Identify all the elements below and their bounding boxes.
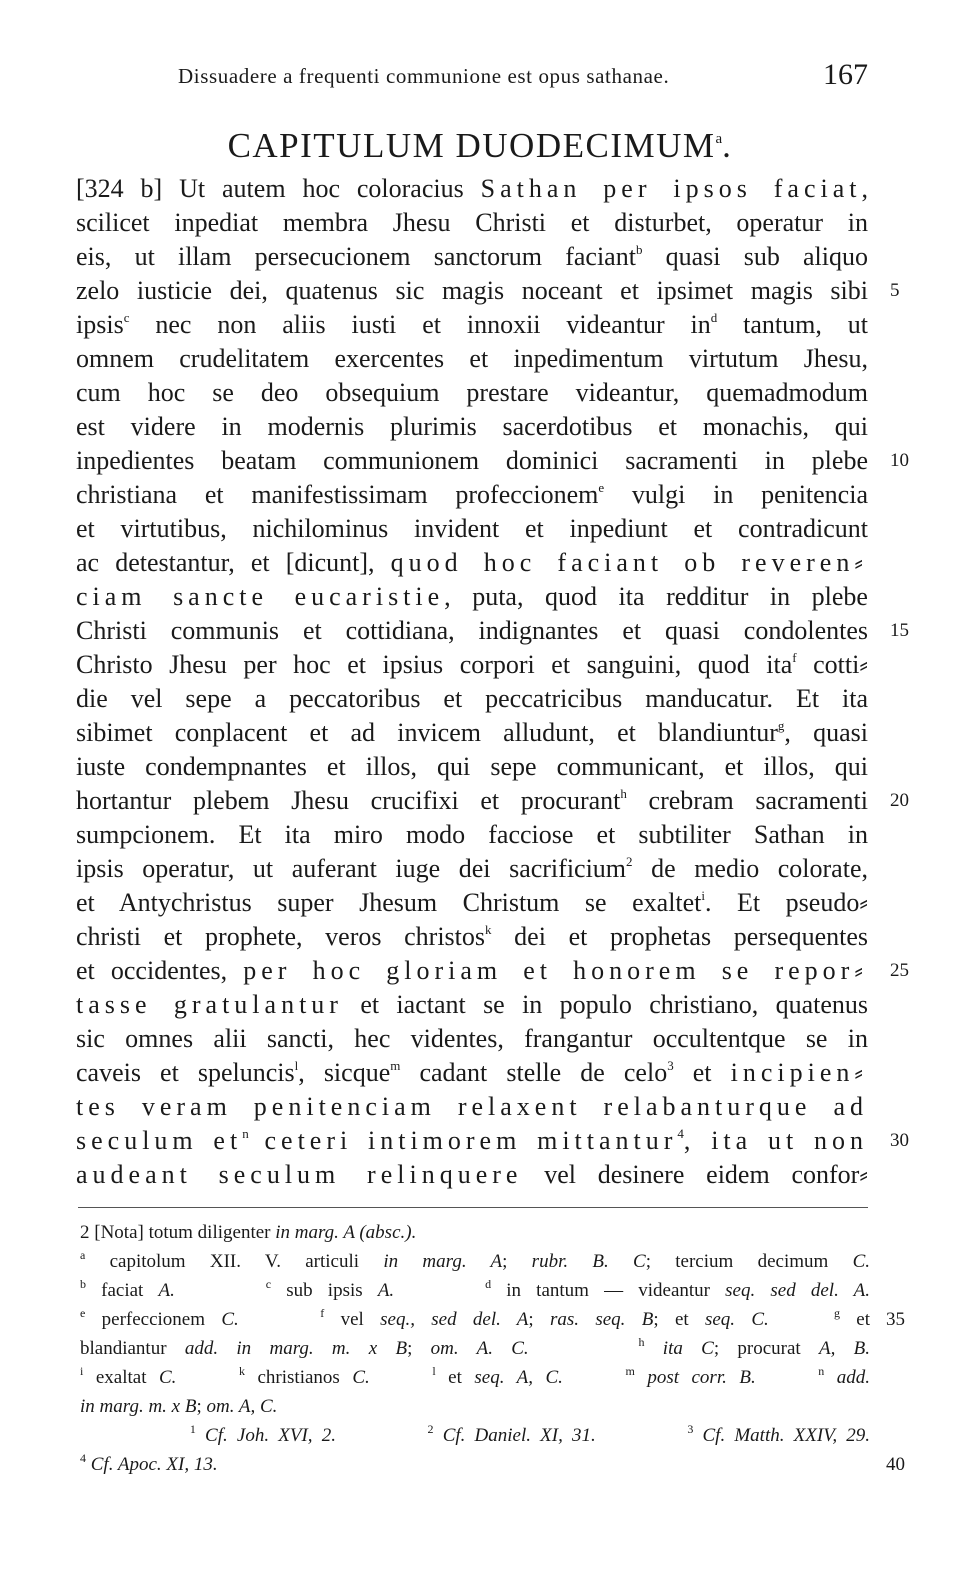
- note-text: et: [435, 1367, 475, 1388]
- text-segment: . Et pseudo⸗: [705, 888, 868, 917]
- footnote-marker: 3: [667, 1058, 674, 1073]
- text-line: [76, 1056, 868, 1090]
- note-italic: Cf. Matth. XXIV, 29.: [693, 1425, 871, 1446]
- text-segment: et iactant se in populo christiano, quatenus: [342, 990, 869, 1019]
- line-number: 20: [890, 790, 909, 811]
- text-line: et virtutibus, nichilominus invident et inpediunt et contradicunt: [76, 514, 868, 543]
- note-italic: add. in marg. m. x B: [184, 1338, 408, 1359]
- note-italic: seq., sed del. A: [380, 1309, 529, 1330]
- text-line: sumpcionem. Et ita miro modo facciose et subtiliter Sathan in: [76, 820, 868, 849]
- note-text: ;: [502, 1251, 532, 1272]
- footnote-marker: 1: [189, 1422, 196, 1436]
- text-segment: et: [673, 1058, 731, 1087]
- text-line: [76, 716, 868, 750]
- text-segment: ac detestantur, et [dicunt],: [76, 548, 391, 577]
- note-italic: Cf. Joh. XVI, 2.: [195, 1425, 336, 1446]
- footnote-marker: 2: [427, 1422, 434, 1436]
- note-text: exaltat: [83, 1367, 159, 1388]
- footnote-marker: a: [715, 131, 723, 147]
- footnote-marker: f: [320, 1306, 325, 1320]
- footnote-marker: a: [80, 1248, 86, 1262]
- chapter-title-text: CAPITULUM DUODECIMUM: [227, 126, 716, 165]
- footnote-marker: c: [265, 1277, 272, 1291]
- text-line: [76, 444, 909, 478]
- note-text: faciat: [86, 1280, 159, 1301]
- text-line: est videre in modernis plurimis sacerdotibus et monachis, qui: [76, 412, 868, 441]
- text-line: iuste condempnantes et illos, qui sepe communicant, et illos, qui: [76, 752, 868, 781]
- footnote-marker: d: [485, 1277, 492, 1291]
- text-line: [76, 172, 868, 206]
- text-segment: et Antychristus super Jhesum Christum se exaltet: [76, 888, 702, 917]
- note-line: [80, 1247, 870, 1276]
- note-italic: A.: [158, 1280, 175, 1301]
- line-number: 5: [890, 280, 900, 301]
- text-segment: ,: [861, 174, 868, 203]
- text-segment: , sicque: [298, 1058, 391, 1087]
- text-line: cum hoc se deo obsequium prestare videantur, quemadmodum: [76, 378, 868, 407]
- text-segment: eis, ut illam persecucionem sanctorum faciant: [76, 242, 636, 271]
- text-line: [76, 784, 909, 818]
- text-segment: dei et prophetas persequentes: [491, 922, 868, 951]
- note-line: [80, 1421, 870, 1450]
- text-segment: vel desinere eidem confor⸗: [522, 1160, 868, 1189]
- note-text: et: [840, 1309, 871, 1330]
- text-line: [76, 886, 868, 920]
- note-italic: in marg. A (absc.).: [275, 1222, 417, 1243]
- text-line: [76, 1124, 909, 1158]
- note-italic: C.: [852, 1251, 870, 1272]
- note-italic: Cf. Apoc. XI, 13.: [86, 1454, 218, 1475]
- text-line: [76, 478, 868, 512]
- text-segment: ipsis: [76, 310, 124, 339]
- note-italic: seq. C.: [704, 1309, 769, 1330]
- line-number: 10: [890, 450, 909, 471]
- footnotes: [80, 1218, 905, 1479]
- text-segment: cadant stelle de celo: [400, 1058, 668, 1087]
- note-text: capitolum XII. V. articuli: [85, 1251, 384, 1272]
- text-segment: crebram sacramenti: [626, 786, 868, 815]
- note-line: [80, 1334, 870, 1363]
- text-line: [76, 954, 909, 988]
- note-italic: C.: [352, 1367, 370, 1388]
- text-segment: christiana et manifestissimam profeccionem: [76, 480, 599, 509]
- footnote-marker: c: [123, 310, 130, 325]
- note-text: ; tercium decimum: [645, 1251, 853, 1272]
- footnote-marker: l: [294, 1058, 299, 1073]
- footnote-marker: h: [620, 786, 627, 801]
- note-text: blandiantur: [80, 1338, 185, 1359]
- note-italic: ras. seq. B: [550, 1309, 654, 1330]
- text-segment: et occidentes,: [76, 956, 244, 985]
- note-italic: post corr. B.: [634, 1367, 756, 1388]
- note-italic: C.: [221, 1309, 239, 1330]
- text-line: [76, 1158, 868, 1192]
- text-line: [76, 852, 868, 886]
- spaced-text: per hoc gloriam et honorem se repor⸗: [243, 956, 868, 985]
- footnote-marker: g: [834, 1306, 840, 1320]
- text-segment: nec non aliis iusti et innoxii videantur in: [129, 310, 711, 339]
- note-line: [80, 1218, 870, 1247]
- note-text: 2 [Nota] totum diligenter: [80, 1222, 276, 1243]
- text-segment: , puta, quod ita redditur in plebe: [444, 582, 868, 611]
- text-segment: christi et prophete, veros christos: [76, 922, 486, 951]
- note-italic: C.: [159, 1367, 177, 1388]
- note-line: [80, 1450, 905, 1479]
- footnote-marker: d: [710, 310, 718, 325]
- footnote-marker: n: [242, 1126, 249, 1141]
- text-line: [76, 988, 868, 1022]
- note-italic: Cf. Daniel. XI, 31.: [433, 1425, 596, 1446]
- spaced-text: incipien⸗: [730, 1058, 869, 1087]
- footnote-marker: k: [238, 1364, 245, 1378]
- footnote-marker: e: [80, 1306, 86, 1320]
- note-text: ; et: [653, 1309, 705, 1330]
- text-segment: zelo iusticie dei, quatenus sic magis noceant et ipsimet magis sibi: [76, 276, 868, 305]
- text-line: [76, 308, 868, 342]
- note-italic: rubr. B. C: [531, 1251, 646, 1272]
- page-header: [178, 58, 868, 102]
- spaced-text: seculum et: [76, 1126, 243, 1155]
- note-text: in tantum — videantur: [491, 1280, 726, 1301]
- spaced-text: Sathan per ipsos faciat: [480, 174, 862, 203]
- text-segment: ipsis operatur, ut auferant iuge dei sacrificium: [76, 854, 627, 883]
- note-line: [80, 1392, 870, 1421]
- note-italic: om. A. C.: [430, 1338, 529, 1359]
- line-number: 30: [890, 1130, 909, 1151]
- spaced-text: tasse gratulantur: [76, 990, 343, 1019]
- footnote-marker: g: [777, 718, 785, 733]
- text-segment: tantum, ut: [717, 310, 868, 339]
- note-text: vel: [324, 1309, 381, 1330]
- note-italic: add.: [824, 1367, 871, 1388]
- spaced-text: audeant seculum relinquere: [76, 1160, 523, 1189]
- text-line: tes veram penitenciam relaxent relabanturque ad: [76, 1092, 868, 1121]
- footnote-marker: l: [432, 1364, 436, 1378]
- note-italic: ita C: [644, 1338, 714, 1359]
- text-line: omnem crudelitatem exercentes et inpedimentum virtutum Jhesu,: [76, 344, 868, 373]
- text-segment: Christi communis et cottidiana, indignantes et quasi condolentes: [76, 616, 868, 645]
- text-line: die vel sepe a peccatoribus et peccatricibus manducatur. Et ita: [76, 684, 868, 713]
- text-segment: cotti⸗: [796, 650, 868, 679]
- note-italic: seq. A, C.: [474, 1367, 563, 1388]
- footnote-marker: m: [390, 1058, 401, 1073]
- spaced-text: quod hoc faciant ob reveren⸗: [390, 548, 868, 577]
- chapter-title-end: .: [722, 126, 733, 165]
- text-line: [76, 580, 868, 614]
- note-italic: seq. sed del. A.: [725, 1280, 870, 1301]
- footnote-marker: m: [625, 1364, 635, 1378]
- text-segment: de medio colorate,: [632, 854, 868, 883]
- text-segment: vulgi in penitencia: [604, 480, 868, 509]
- text-line: sic omnes alii sancti, hec videntes, frangantur occultentque se in: [76, 1024, 868, 1053]
- text-segment: caveis et speluncis: [76, 1058, 295, 1087]
- text-segment: , quasi: [784, 718, 868, 747]
- footnote-marker: e: [598, 480, 605, 495]
- page-number: 167: [823, 58, 868, 91]
- text-segment: inpedientes beatam communionem dominici sacramenti in plebe: [76, 446, 868, 475]
- spaced-text: ciam sancte eucaristie: [76, 582, 445, 611]
- text-line: [76, 546, 868, 580]
- text-line: [76, 240, 868, 274]
- footnote-marker: b: [80, 1277, 86, 1291]
- text-segment: sibimet conplacent et ad invicem alludunt, et blandiuntur: [76, 718, 778, 747]
- note-italic: in marg. A: [383, 1251, 503, 1272]
- note-text: christianos: [244, 1367, 353, 1388]
- footnote-marker: b: [635, 242, 643, 257]
- footnote-marker: n: [818, 1364, 825, 1378]
- line-number: 40: [886, 1454, 905, 1475]
- note-text: ; procurat: [713, 1338, 820, 1359]
- footnote-marker: f: [792, 650, 797, 665]
- footnote-marker: 3: [687, 1422, 694, 1436]
- note-italic: A, B.: [819, 1338, 871, 1359]
- note-line: [80, 1305, 905, 1334]
- line-number: 35: [886, 1309, 905, 1330]
- footnote-marker: 2: [626, 854, 633, 869]
- note-line: [80, 1276, 870, 1305]
- note-text: sub ipsis: [271, 1280, 378, 1301]
- note-line: [80, 1363, 870, 1392]
- spaced-text: , ita ut non: [683, 1126, 868, 1155]
- text-segment: Christo Jhesu per hoc et ipsius corpori et sanguini, quod ita: [76, 650, 793, 679]
- chapter-title: [0, 126, 960, 166]
- text-line: [76, 614, 909, 648]
- footnote-marker: h: [638, 1335, 645, 1349]
- line-number: 15: [890, 620, 909, 641]
- footnote-marker: k: [485, 922, 492, 937]
- text-segment: hortantur plebem Jhesu crucifixi et procurant: [76, 786, 621, 815]
- line-number: 25: [890, 960, 909, 981]
- text-segment: quasi sub aliquo: [642, 242, 868, 271]
- note-text: ;: [528, 1309, 551, 1330]
- spaced-text: ceteri intimorem mittantur: [248, 1126, 678, 1155]
- text-line: [76, 920, 868, 954]
- note-italic: in marg. m. x B: [80, 1396, 197, 1417]
- note-italic: A.: [377, 1280, 395, 1301]
- footnote-marker: 4: [677, 1126, 684, 1141]
- footnote-marker: i: [701, 888, 706, 903]
- text-line: [76, 648, 868, 682]
- running-head: Dissuadere a frequenti communione est opus sathanae.: [178, 64, 670, 88]
- footnote-divider: [78, 1207, 868, 1208]
- main-text: [76, 172, 909, 1192]
- footnote-marker: i: [80, 1364, 84, 1378]
- footnote-marker: 4: [80, 1451, 86, 1465]
- note-text: perfeccionem: [85, 1309, 222, 1330]
- text-line: [76, 274, 900, 308]
- text-line: scilicet inpediat membra Jhesu Christi et disturbet, operatur in: [76, 208, 868, 237]
- note-text: ;: [196, 1396, 207, 1417]
- note-text: ;: [407, 1338, 431, 1359]
- note-italic: om. A, C.: [206, 1396, 278, 1417]
- text-segment: [324 b] Ut autem hoc coloracius: [76, 174, 481, 203]
